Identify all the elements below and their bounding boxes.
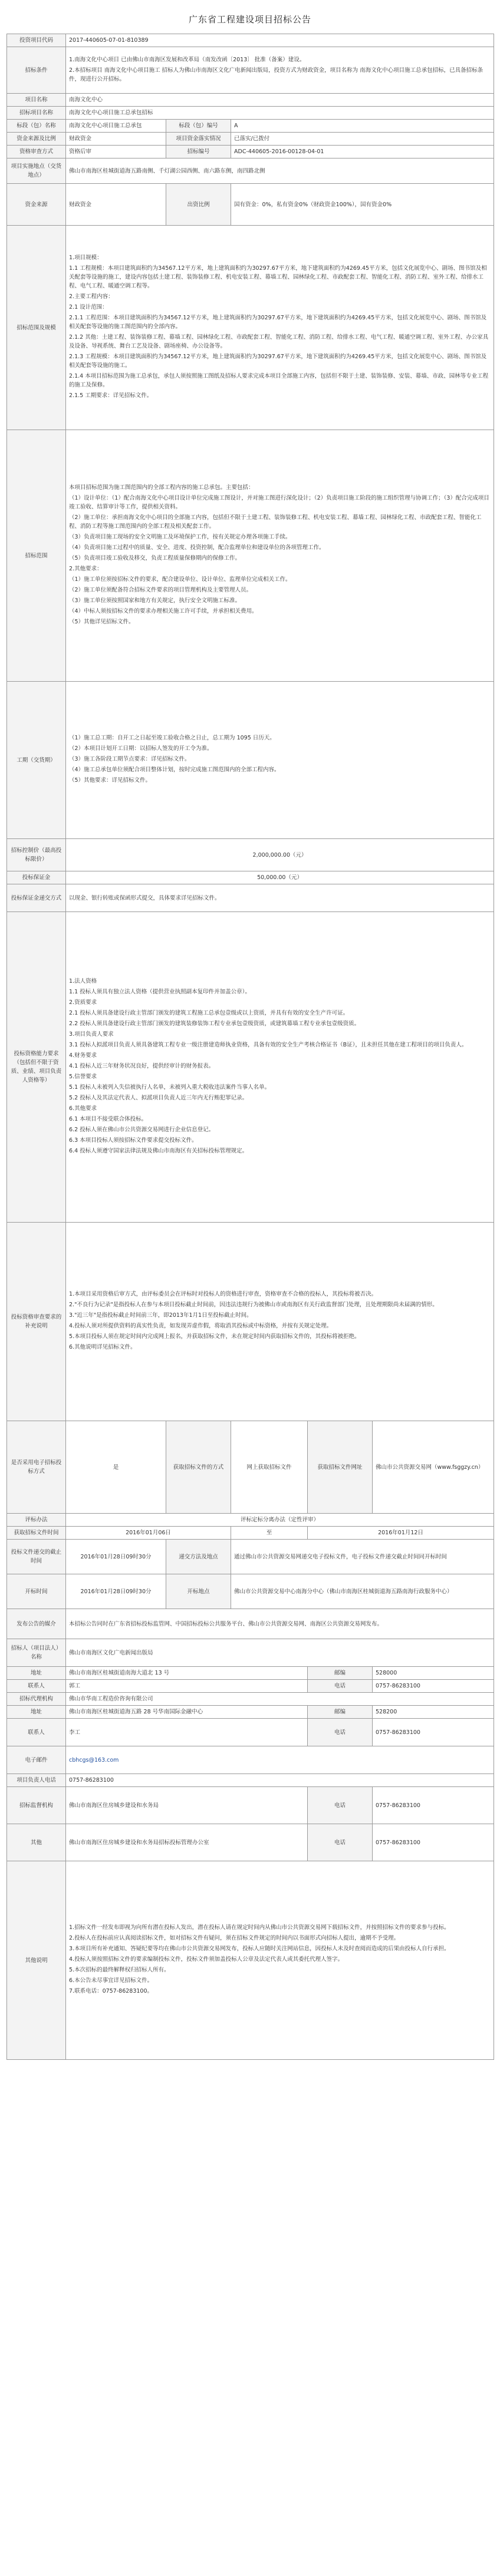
qualification-paragraph: 2.2 投标人须具备建设行政主管部门颁发的建筑装修装饰工程专业承包壹级资质，或建筑幕墙工程专业承包壹级资质。 — [69, 1021, 360, 1027]
row-basis — [7, 47, 494, 94]
row-schedule — [7, 682, 494, 839]
notes-paragraph: 1.招标文件一经发布即视为向所有潜在投标人发出，潜在投标人请在规定时间内从佛山市公共资源交易网下载招标文件，并按照招标文件的要求参与投标。 — [69, 1924, 450, 1931]
notes-paragraph: 4.投标人须按照招标文件的要求编制投标文件，投标文件须加盖投标人公章及法定代表人或其委托代理人签字。 — [69, 1956, 344, 1963]
agency-person-value: 李工 — [66, 1719, 308, 1746]
row-review — [7, 1514, 494, 1527]
notes-paragraph: 3.本项目所有补充通知、答疑纪要等均在佛山市公共资源交易网发布，投标人应随时关注网站信息，因投标人未及时查阅而造成的后果由投标人自行承担。 — [69, 1946, 450, 1952]
bid-bond-value: 50,000.00（元） — [66, 871, 494, 884]
scale-paragraph: 2.1 设计范围： — [69, 304, 108, 311]
open-place-label: 开标地点 — [166, 1574, 231, 1609]
scope-paragraph: （2）施工单位须配备符合招标文件要求的项目管理机构及主要管理人员。 — [69, 587, 252, 593]
row-code — [7, 146, 494, 158]
evaluation-value — [66, 1223, 494, 1421]
budget-status-value: 已落实/已拨付 — [231, 133, 494, 146]
qualification-paragraph: 1.法人资格 — [69, 978, 97, 985]
row-location — [7, 158, 494, 184]
row-agency-phone — [7, 1774, 494, 1787]
row-tender-name — [7, 107, 494, 120]
evaluation-paragraph: 5.本项目投标人须在规定时间内完成网上报名，并获取招标文件，未在规定时间内获取招标文件的，其投标将被拒绝。 — [69, 1333, 360, 1340]
qualification-paragraph: 5.信誉要求 — [69, 1074, 97, 1080]
row-owner — [7, 1639, 494, 1667]
row-bid-bond — [7, 871, 494, 884]
basis-value — [66, 47, 494, 94]
bond-note-label: 投标保证金递交方式 — [7, 884, 66, 912]
owner-address-label: 地址 — [7, 1667, 66, 1680]
scope-paragraph: （3）施工单位须按照国家和地方有关规定，执行安全文明施工标准。 — [69, 597, 241, 604]
scope-label: 招标范围 — [7, 430, 66, 682]
owner-person-value: 郭工 — [66, 1680, 308, 1693]
scale-paragraph: 1.1 工程规模：本项目建筑面积约为34567.12平方米，地上建筑面积约为30297.67平方米，地下建筑面积约为4269.45平方米，包括文化展览中心、剧场、图书馆及相关配套等设施的施工，建设内容包括土建工程、装饰装修工程、机电安装工程、幕墙工程、园林绿化工程、市政配套工程、智能化工程、消防工程、室外工程、给排水工程、电气工程、暖通空调工程等。 — [69, 265, 487, 289]
owner-phone-value: 0757-86283100 — [373, 1680, 494, 1693]
tender-code-label: 招标编号 — [166, 146, 231, 158]
owner-person-label: 联系人 — [7, 1680, 66, 1693]
section-no-label: 标段（包）编号 — [166, 120, 231, 133]
notes-value — [66, 1861, 494, 2060]
scope-value — [66, 430, 494, 682]
agency-address-label: 地址 — [7, 1706, 66, 1719]
other-value: 佛山市南海区住房城乡建设和水务局招标投标管理办公室 — [66, 1824, 308, 1861]
doc-time-to: 2016年01月12日 — [308, 1527, 494, 1540]
notes-paragraph: 5.本次招标的最终解释权归招标人所有。 — [69, 1967, 170, 1973]
row-electronic — [7, 1421, 494, 1514]
row-agency-address — [7, 1706, 494, 1719]
notice-page — [6, 0, 494, 2060]
schedule-paragraph: （5）其他要求：详见招标文件。 — [69, 777, 152, 784]
row-open — [7, 1574, 494, 1609]
other-phone-value: 0757-86283100 — [373, 1824, 494, 1861]
scale-paragraph: 1.项目规模： — [69, 255, 103, 261]
qualification-paragraph: 5.2 投标人及其法定代表人、拟派项目负责人近三年内无行贿犯罪记录。 — [69, 1095, 248, 1101]
notes-label: 其他说明 — [7, 1861, 66, 2060]
owner-zip-value: 528000 — [373, 1667, 494, 1680]
electronic-value: 是 — [66, 1421, 166, 1514]
doc-url-label: 获取招标文件网址 — [308, 1421, 373, 1514]
qualification-paragraph: 3.项目负责人要求 — [69, 1031, 114, 1038]
row-funding — [7, 184, 494, 226]
doc-time-to-label: 至 — [231, 1527, 308, 1540]
notes-paragraph: 2.投标人在投标前应认真阅读招标文件，如对招标文件有疑问，须在招标文件规定的时间内以书面形式向招标人提出，逾期不予受理。 — [69, 1935, 400, 1941]
scope-paragraph: 本项目招标范围为施工图范围内的全部工程内容的施工总承包。主要包括： — [69, 484, 254, 491]
submit-method-label: 递交方法及地点 — [166, 1540, 231, 1574]
qualification-paragraph: 4.财务要求 — [69, 1052, 97, 1059]
budget-status-label: 项目资金落实情况 — [166, 133, 231, 146]
scale-value — [66, 226, 494, 430]
bid-bond-label: 投标保证金 — [7, 871, 66, 884]
notes-paragraph: 6.本公告未尽事宜详见招标文件。 — [69, 1977, 153, 1984]
row-owner-contact — [7, 1680, 494, 1693]
qualification-paragraph: 6.1 本项目不接受联合体投标。 — [69, 1116, 147, 1122]
project-no-label: 投资项目代码 — [7, 34, 66, 47]
project-no-value: 2017-440605-07-01-810389 — [66, 34, 494, 47]
funding-value: 财政资金 — [66, 184, 166, 226]
location-label: 项目实施地点（交货地点） — [7, 158, 66, 184]
evaluation-paragraph: 2."不良行为记录"是指投标人在参与本项目投标截止时间前，因违法违规行为被佛山市或南海区有关行政监督部门处理，且处理期限尚未届满的情形。 — [69, 1302, 438, 1308]
other-phone-label: 电话 — [308, 1824, 373, 1861]
schedule-paragraph: （2）本项目计划开工日期：以招标人签发的开工令为准。 — [69, 745, 213, 752]
owner-phone-label: 电话 — [308, 1680, 373, 1693]
media-label: 发布公告的媒介 — [7, 1609, 66, 1639]
owner-label: 招标人（项目法人）名称 — [7, 1639, 66, 1667]
review-mode-value: 资格后审 — [66, 146, 166, 158]
row-evaluation — [7, 1223, 494, 1421]
notes-paragraph: 7.联系电话：0757-86283100。 — [69, 1988, 153, 1994]
media-value: 本招标公告同时在广东省招标投标监管网、中国招标投标公共服务平台、佛山市公共资源交易网、南海区公共资源交易网发布。 — [66, 1609, 494, 1639]
basis-paragraph: 2.本招标项目 南海文化中心项目施工 招标人为佛山市南海区文化广电新闻出版局，投资方式为财政资金，项目名称为 南海文化中心项目施工总承包招标，已具备招标条件，现进行公开招标。 — [69, 67, 483, 82]
schedule-value — [66, 682, 494, 839]
project-name-label: 项目名称 — [7, 94, 66, 107]
scope-paragraph: （1）施工单位须按招标文件的要求，配合建设单位、设计单位、监理单位完成相关工作。 — [69, 576, 291, 583]
section-label: 标段（包）名称 — [7, 120, 66, 133]
scale-paragraph: 2.1.3 工程规模：本项目建筑面积约为34567.12平方米，地上建筑面积约为30297.67平方米，地下建筑面积约为4269.45平方米，包括文化展览中心、剧场、图书馆及相关配套等设施的施工。 — [69, 354, 487, 369]
doc-method-value: 网上获取招标文件 — [231, 1421, 308, 1514]
qualification-paragraph: 2.1 投标人须具备建设行政主管部门颁发的建筑工程施工总承包壹级或以上资质，并具有有效的安全生产许可证。 — [69, 1010, 349, 1016]
evaluation-paragraph: 1.本项目采用资格后审方式，由评标委员会在评标时对投标人的资格进行审查，资格审查不合格的投标人，其投标将被否决。 — [69, 1291, 377, 1297]
tender-code-value: ADC-440605-2016-00128-04-01 — [231, 146, 494, 158]
qualification-paragraph: 5.1 投标人未被列入失信被执行人名单，未被列入重大税收违法案件当事人名单。 — [69, 1084, 271, 1091]
bond-note-value: 以现金、银行转账或保函形式提交，具体要求详见招标文件。 — [66, 884, 494, 912]
section-no-value: A — [231, 120, 494, 133]
budget-value: 财政资金 — [66, 133, 166, 146]
doc-method-label: 获取招标文件的方式 — [166, 1421, 231, 1514]
monitor-phone-value: 0757-86283100 — [373, 1787, 494, 1824]
control-price-label: 招标控制价（最高投标限价） — [7, 839, 66, 871]
open-value: 2016年01月28日09时30分 — [66, 1574, 166, 1609]
open-place-value: 佛山市公共资源交易中心南海分中心（佛山市南海区桂城街道海五路南海行政服务中心） — [231, 1574, 494, 1609]
row-project-no — [7, 34, 494, 47]
row-qualification — [7, 912, 494, 1223]
agency-leader-phone-label: 项目负责人电话 — [7, 1774, 66, 1787]
scope-paragraph: （3）负责项目施工现场的安全文明施工及环境保护工作，按有关规定办理各项施工手续。 — [69, 534, 291, 540]
row-control-price — [7, 839, 494, 871]
scope-paragraph: （4）中标人须按招标文件的要求办理相关施工许可手续，并承担相关费用。 — [69, 608, 258, 615]
other-label: 其他 — [7, 1824, 66, 1861]
evaluation-paragraph: 6.其他说明详见招标文件。 — [69, 1344, 136, 1350]
schedule-paragraph: （3）施工各阶段工期节点要求：详见招标文件。 — [69, 756, 190, 762]
section-value: 南海文化中心项目施工总承包 — [66, 120, 166, 133]
owner-zip-label: 邮编 — [308, 1667, 373, 1680]
review-mode-label: 资格审查方式 — [7, 146, 66, 158]
agency-zip-label: 邮编 — [308, 1706, 373, 1719]
row-agency — [7, 1693, 494, 1706]
agency-label: 招标代理机构 — [7, 1693, 66, 1706]
scale-paragraph: 2.1.4 本项目招标范围为施工总承包，承包人须按照施工图纸及招标人要求完成本项目全部施工内容，包括但不限于土建、装饰装修、安装、幕墙、市政、园林等专业工程的施工及保修。 — [69, 373, 489, 388]
evaluation-paragraph: 3."近三年"是指投标截止时间前三年，即2013年1月1日至投标截止时间。 — [69, 1312, 252, 1319]
scope-paragraph: （1）设计单位：（1）配合南海文化中心项目设计单位完成施工图设计，并对施工图进行深化设计；（2）负责项目施工阶段的施工组织管理与协调工作；（3）配合完成项目竣工验收、结算审计等工作，提供相关资料。 — [69, 495, 489, 510]
page-title: 广东省工程建设项目招标公告 — [188, 14, 311, 25]
scale-paragraph: 2.1.5 工期要求：详见招标文件。 — [69, 392, 153, 399]
row-notes — [7, 1861, 494, 2060]
owner-value: 佛山市南海区文化广电新闻出版局 — [66, 1639, 494, 1667]
qualification-label: 投标资格能力要求（包括但不限于资质、业绩、项目负责人资格等） — [7, 912, 66, 1223]
agency-value: 佛山市华南工程造价咨询有限公司 — [66, 1693, 494, 1706]
schedule-paragraph: （1）施工总工期：自开工之日起至竣工验收合格之日止，总工期为 1095 日历天。 — [69, 735, 275, 741]
budget-label: 资金来源及比例 — [7, 133, 66, 146]
project-name-value: 南海文化中心 — [66, 94, 494, 107]
submit-value: 2016年01月28日09时30分 — [66, 1540, 166, 1574]
tender-name-value: 南海文化中心项目施工总承包招标 — [66, 107, 494, 120]
qualification-paragraph: 6.4 投标人须遵守国家法律法规及佛山市南海区有关招标投标管理规定。 — [69, 1148, 248, 1154]
row-bond-note — [7, 884, 494, 912]
schedule-paragraph: （4）施工总承包单位须配合项目整体计划，按时完成施工图范围内的全部工程内容。 — [69, 767, 280, 773]
row-agency-email — [7, 1746, 494, 1774]
location-value: 佛山市南海区桂城街道海五路南侧、千灯湖公园西侧、南六路东侧，南四路北侧 — [66, 158, 494, 184]
schedule-label: 工期（交货期） — [7, 682, 66, 839]
row-agency-contact — [7, 1719, 494, 1746]
evaluation-label: 投标资格审查要求的补充说明 — [7, 1223, 66, 1421]
notice-table — [6, 34, 494, 2060]
row-project-name — [7, 94, 494, 107]
row-media — [7, 1609, 494, 1639]
qualification-paragraph: 2.资质要求 — [69, 999, 97, 1006]
scope-paragraph: （2）施工单位：承担南海文化中心项目的全部施工内容，包括但不限于土建工程、装饰装修工程、机电安装工程、幕墙工程、园林绿化工程、市政配套工程、智能化工程、消防工程等施工图范围内的全部工程及相关配套工作。 — [69, 514, 482, 530]
qualification-paragraph: 1.1 投标人须具有独立法人资格（提供营业执照副本复印件并加盖公章）。 — [69, 989, 251, 995]
basis-label: 招标条件 — [7, 47, 66, 94]
scope-paragraph: （5）负责项目竣工验收及移交，负责工程质量保修期内的保修工作。 — [69, 555, 241, 562]
qualification-paragraph: 3.1 投标人拟派项目负责人须具备建筑工程专业一级注册建造师执业资格，具备有效的安全生产考核合格证书（B证），且未担任其他在建工程项目的项目负责人。 — [69, 1042, 468, 1048]
monitor-label: 招标监督机构 — [7, 1787, 66, 1824]
submit-method-value: 通过佛山市公共资源交易网递交电子投标文件，电子投标文件递交截止时间同开标时间 — [231, 1540, 494, 1574]
scale-paragraph: 2.主要工程内容： — [69, 293, 114, 300]
basis-paragraph: 1.南海文化中心项目 已由佛山市南海区发展和改革局（南发改函〔2013〕 批准（备案）建设。 — [69, 56, 305, 63]
control-price-value: 2,000,000.00（元） — [66, 839, 494, 871]
doc-time-label: 获取招标文件时间 — [7, 1527, 66, 1540]
evaluation-paragraph: 4.投标人须对所提供资料的真实性负责，如发现弄虚作假，将取消其投标或中标资格，并按有关规定处理。 — [69, 1323, 333, 1329]
monitor-phone-label: 电话 — [308, 1787, 373, 1824]
funding-label: 资金来源 — [7, 184, 66, 226]
review-label: 评标办法 — [7, 1514, 66, 1527]
row-owner-address — [7, 1667, 494, 1680]
owner-address-value: 佛山市南海区桂城街道南海大道北 13 号 — [66, 1667, 308, 1680]
row-scale — [7, 226, 494, 430]
agency-email-value[interactable]: cbhcgs@163.com — [66, 1746, 494, 1774]
agency-phone-value: 0757-86283100 — [373, 1719, 494, 1746]
agency-person-label: 联系人 — [7, 1719, 66, 1746]
agency-email-label: 电子邮件 — [7, 1746, 66, 1774]
doc-url-value[interactable]: 佛山市公共资源交易网（www.fsggzy.cn） — [373, 1421, 494, 1514]
submit-label: 投标文件递交的截止时间 — [7, 1540, 66, 1574]
qualification-paragraph: 6.2 投标人须在佛山市公共资源交易网进行企业信息登记。 — [69, 1127, 215, 1133]
electronic-label: 是否采用电子招标投标方式 — [7, 1421, 66, 1514]
scope-paragraph: （4）负责项目施工过程中的质量、安全、进度、投资控制，配合监理单位和建设单位的各项管理工作。 — [69, 544, 325, 551]
doc-time-from: 2016年01月06日 — [66, 1527, 231, 1540]
row-doc-time — [7, 1527, 494, 1540]
row-section — [7, 120, 494, 133]
monitor-value: 佛山市南海区住房城乡建设和水务局 — [66, 1787, 308, 1824]
row-submit — [7, 1540, 494, 1574]
row-monitor — [7, 1787, 494, 1824]
agency-zip-value: 528200 — [373, 1706, 494, 1719]
scale-paragraph: 2.1.1 工程范围：本项目建筑面积约为34567.12平方米，地上建筑面积约为30297.67平方米，地下建筑面积约为4269.45平方米，包括文化展览中心、剧场、图书馆及相关配套等设施的施工图范围内的全部内容。 — [69, 315, 487, 330]
agency-phone-label: 电话 — [308, 1719, 373, 1746]
scope-paragraph: 2.其他要求： — [69, 566, 103, 572]
qualification-paragraph: 6.3 本项目投标人须按招标文件要求提交投标文件。 — [69, 1137, 198, 1144]
qualification-paragraph: 4.1 投标人近三年财务状况良好，提供经审计的财务报表。 — [69, 1063, 215, 1069]
row-budget — [7, 133, 494, 146]
scale-paragraph: 2.1.2 其他：土建工程、装饰装修工程、幕墙工程、园林绿化工程、市政配套工程、智能化工程、消防工程、给排水工程、电气工程、暖通空调工程、室外工程、办公家具及设备、导视系统、舞台工艺及设备、剧场座椅、办公设备等。 — [69, 334, 489, 349]
agency-address-value: 佛山市南海区桂城街道海五路 28 号华南国际金融中心 — [66, 1706, 308, 1719]
funding-ratio-label: 出资比例 — [166, 184, 231, 226]
row-scope — [7, 430, 494, 682]
row-other — [7, 1824, 494, 1861]
qualification-paragraph: 6.其他要求 — [69, 1105, 97, 1112]
review-value: 评标定标分离办法（定性评审） — [66, 1514, 494, 1527]
qualification-value — [66, 912, 494, 1223]
agency-leader-phone-value: 0757-86283100 — [66, 1774, 494, 1787]
scale-label: 招标范围及规模 — [7, 226, 66, 430]
open-label: 开标时间 — [7, 1574, 66, 1609]
tender-name-label: 招标项目名称 — [7, 107, 66, 120]
funding-ratio-value: 国有资金：0%，私有资金0%（财政资金100%），国有资金0% — [231, 184, 494, 226]
scope-paragraph: （5）其他详见招标文件。 — [69, 619, 134, 625]
